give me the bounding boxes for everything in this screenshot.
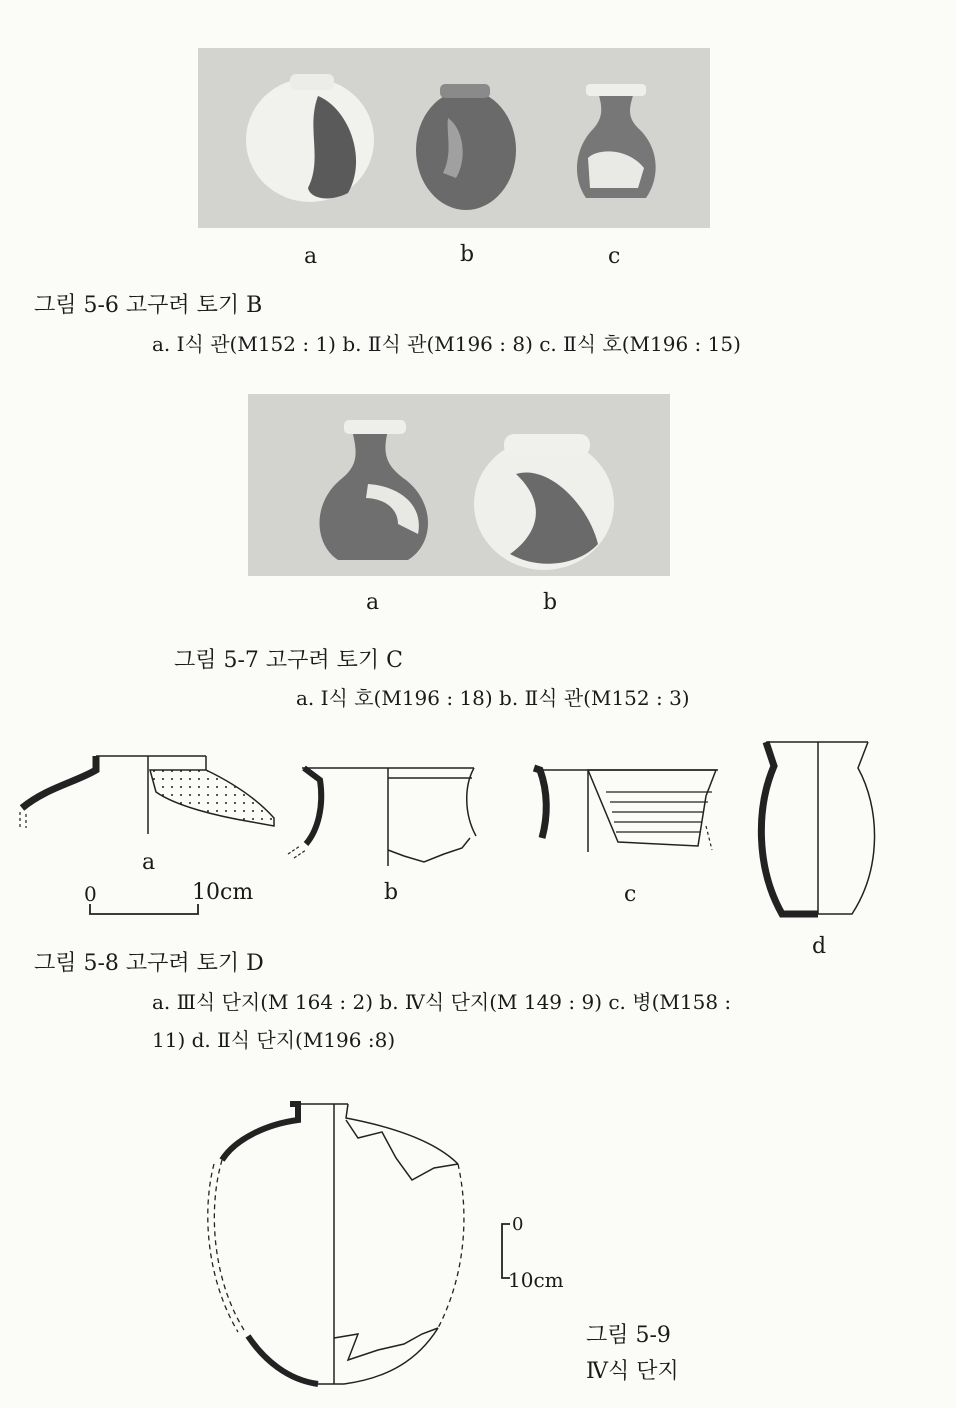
fig-5-8-subcaption-line1: a. Ⅲ식 단지(M 164 : 2) b. Ⅳ식 단지(M 149 : 9) c. 병(M158 :	[152, 990, 732, 1014]
fig-5-7-subcaption: a. Ⅰ식 호(M196 : 18) b. Ⅱ식 관(M152 : 3)	[296, 686, 690, 710]
drawing-5-8-b	[284, 766, 494, 866]
photo-fig-5-7	[248, 394, 670, 576]
pottery-photo-5-6	[198, 48, 710, 228]
scale-5-8-unit: 10cm	[192, 880, 254, 905]
fig-5-6-caption: 그림 5-6 고구려 토기 B	[34, 293, 263, 318]
fig-5-6-label-c: c	[608, 244, 621, 269]
drawing-5-8-c	[526, 766, 726, 856]
scale-5-9-zero: 0	[512, 1214, 524, 1235]
fig-5-7-label-a: a	[366, 590, 380, 615]
fig-5-8-label-b: b	[384, 880, 399, 905]
scale-5-9-unit: 10cm	[508, 1268, 564, 1292]
fig-5-8-label-a: a	[142, 850, 156, 875]
fig-5-6-label-b: b	[460, 242, 475, 267]
fig-5-7-label-b: b	[543, 590, 558, 615]
fig-5-9-caption: 그림 5-9	[586, 1323, 671, 1348]
fig-5-8-label-d: d	[812, 934, 827, 959]
fig-5-8-caption: 그림 5-8 고구려 토기 D	[34, 951, 264, 976]
fig-5-7-caption: 그림 5-7 고구려 토기 C	[174, 648, 403, 673]
scale-5-8-zero: 0	[84, 882, 97, 906]
fig-5-8-subcaption-line2: 11) d. Ⅱ식 단지(M196 :8)	[152, 1028, 396, 1052]
photo-fig-5-6	[198, 48, 710, 228]
pottery-photo-5-7	[248, 394, 670, 576]
scale-bar-5-8	[86, 902, 206, 918]
fig-5-8-label-c: c	[624, 882, 637, 907]
drawing-5-8-d	[752, 738, 892, 922]
fig-5-6-label-a: a	[304, 244, 318, 269]
fig-5-6-subcaption: a. Ⅰ식 관(M152 : 1) b. Ⅱ식 관(M196 : 8) c. Ⅱ식 호(M196 : 15)	[152, 332, 741, 356]
drawing-5-8-a	[16, 752, 286, 832]
drawing-5-9	[208, 1098, 468, 1398]
fig-5-9-subcaption: Ⅳ식 단지	[586, 1359, 679, 1384]
